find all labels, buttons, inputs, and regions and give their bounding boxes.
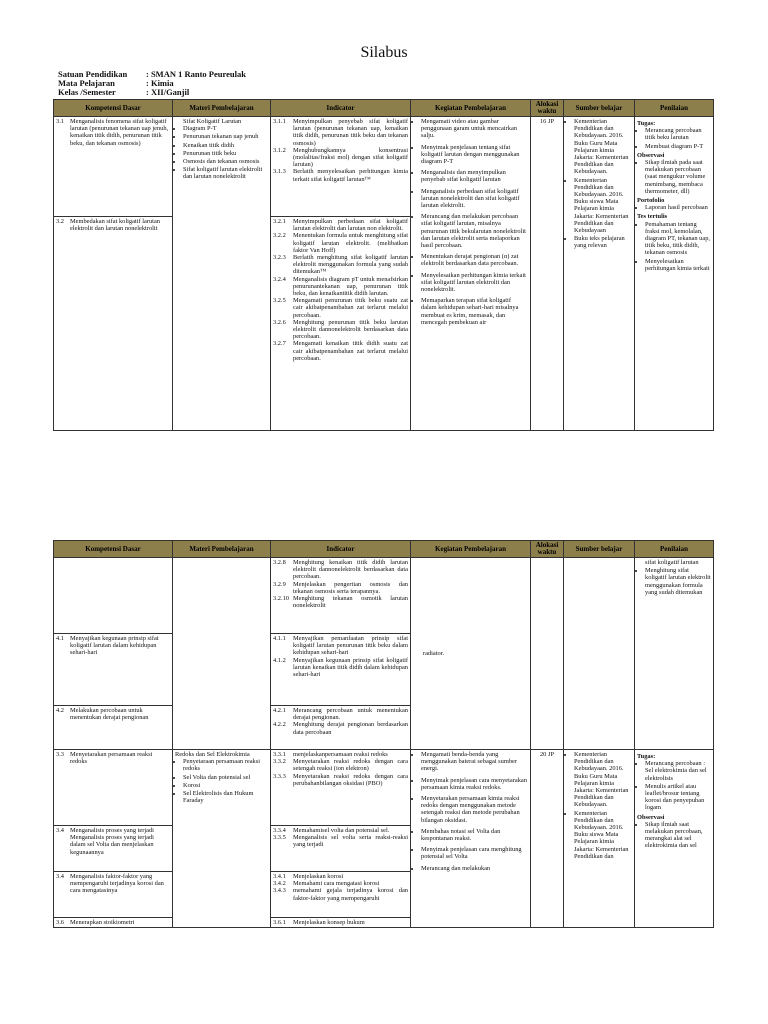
alokasi-cell: 16 JP bbox=[531, 117, 564, 431]
meta-key: Kelas /Semester bbox=[58, 87, 116, 97]
indicator-text: Menyimpulkan perbedaan sifat koligatif larutan elektrolit dan larutan non elektrolit. bbox=[293, 218, 408, 233]
header-indicator: Indicator bbox=[271, 541, 411, 558]
list-item: • Korosi bbox=[183, 782, 268, 789]
list-item: • Menganalisis dan menyimpulkan penyebab sifat koligatif larutan bbox=[421, 169, 528, 183]
sumber-cell bbox=[564, 750, 635, 928]
table-header-row bbox=[54, 100, 714, 117]
kd-item bbox=[56, 919, 170, 926]
indicator-number: 3.2.5 bbox=[273, 297, 286, 305]
kegiatan-cell bbox=[411, 558, 531, 750]
kd-text: Membedakan sifat koligatif larutan elektrolit dan larutan nonelektrolit bbox=[70, 218, 160, 233]
indicator-text: Mengamati kenaikan titik didih suatu zat cair akibatpenambahan zat terlarut melalui percobaan. bbox=[293, 340, 408, 362]
list-item: • Sikap ilmiah pada saat melakukan percobaan (saat mengukur volume menimbang, membaca thermometer, dll) bbox=[645, 159, 711, 195]
sumber-list bbox=[566, 118, 632, 250]
meta-value: : SMAN 1 Ranto Peureulak bbox=[146, 69, 246, 79]
indicator-number: 3.4.1 bbox=[273, 873, 286, 880]
kd-cell bbox=[54, 918, 173, 928]
materi-list bbox=[175, 125, 268, 180]
indicator-item bbox=[273, 595, 408, 609]
indicator-item bbox=[273, 559, 408, 581]
indicator-number: 3.4.3 bbox=[273, 887, 286, 895]
penilaian-list bbox=[637, 567, 711, 596]
kd-text: Menganalisis faktor-faktor yang mempengaruhi terjadinya korosi dan cara mengatasinya bbox=[70, 873, 164, 895]
indicator-text: Menyajikan pemanfaatan prinsip sifat koligatif larutan penurunan titik beku dalam kehidupan sehari-hari bbox=[293, 635, 408, 657]
indicator-text: Menjelaskan konsep hukum bbox=[293, 919, 365, 926]
kegiatan-list bbox=[413, 118, 528, 326]
materi-cell bbox=[173, 117, 271, 431]
kd-number: 3.6 bbox=[56, 919, 64, 926]
penilaian-list bbox=[637, 559, 711, 566]
syllabus-table-1 bbox=[53, 99, 714, 431]
list-item: • Sifat koligatif larutan elektrolit dan larutan nonelektrolit bbox=[183, 166, 268, 180]
kd-number: 3.4 bbox=[56, 827, 64, 834]
kd-number: 3.1 bbox=[56, 118, 64, 125]
list-item: • Diagram P-T bbox=[183, 125, 268, 132]
list-item: • Sikap ilmiah saat melakukan percobaan, merangkai alat sel elektrokimia dan sel bbox=[645, 821, 711, 850]
indicator-text: Menganalisis sel volta serta reaksi-reaksi yang terjadi bbox=[293, 834, 408, 849]
sumber-cell bbox=[564, 117, 635, 431]
kd-cell bbox=[54, 706, 173, 750]
indicator-number: 3.3.3 bbox=[273, 772, 286, 780]
kd-cell bbox=[54, 558, 173, 634]
penilaian-heading: Tugas: bbox=[637, 120, 656, 127]
indicator-number: 3.2.3 bbox=[273, 254, 286, 262]
penilaian-heading: Observasi bbox=[637, 813, 665, 821]
indicator-text: Memahami cara mengatasi korosi bbox=[293, 880, 380, 888]
header-sumber: Sumber belajar bbox=[564, 100, 635, 117]
list-item: • Kementerian Pendidikan dan Kebudayaan. 2016. Buku Guru Mata Pelajaran kimia Jakarta: Kementerian Pendidikan dan Kebudayaan. bbox=[574, 118, 632, 176]
indicator-cell bbox=[271, 217, 411, 431]
list-item: • Menyimak penjelasan tentang sifat koligatif larutan dengan menggunakan diagram P-T bbox=[421, 144, 528, 166]
indicator-item bbox=[273, 834, 408, 848]
indicator-item bbox=[273, 773, 408, 787]
materi-list bbox=[175, 758, 268, 804]
indicator-text: Menghitung kenaikan titik didih larutan elektrolit dannonelektrolit berdasarkan data percobaan. bbox=[293, 559, 408, 581]
indicator-text: Menjelaskan pengertian osmosis dan tekanan osmosis serta terapannya. bbox=[293, 580, 408, 595]
indicator-cell bbox=[271, 872, 411, 918]
list-item: • Pemahaman tentang fraksi mol, kemolalan, diagram PT, tekanan uap, titik beku, titik didih, tekanan osmosis bbox=[645, 221, 711, 257]
indicator-item bbox=[273, 887, 408, 901]
indicator-number: 3.2.1 bbox=[273, 218, 286, 225]
indicator-number: 3.6.1 bbox=[273, 919, 286, 926]
penilaian-list bbox=[637, 221, 711, 272]
kd-number: 3.2 bbox=[56, 218, 64, 225]
kd-text: Menganalisis proses yang terjadi Menganalisis proses yang terjadi dalam sel Volta dan menjelaskan kegunaannya bbox=[70, 827, 154, 856]
kegiatan-list bbox=[413, 751, 528, 872]
header-kegiatan: Kegiatan Pembelajaran bbox=[411, 100, 531, 117]
penilaian-list bbox=[637, 821, 711, 850]
indicator-text: menjelaskanpersamaan reaksi redoks bbox=[293, 751, 388, 758]
meta-value: : XII/Ganjil bbox=[146, 87, 190, 97]
kd-cell bbox=[54, 750, 173, 826]
penilaian-cell bbox=[635, 558, 714, 750]
indicator-number: 3.3.4 bbox=[273, 827, 286, 834]
kd-cell bbox=[54, 217, 173, 431]
indicator-item bbox=[273, 873, 408, 880]
penilaian-heading: Portofolio bbox=[637, 197, 665, 205]
list-item: • Menyetarakan persamaan kimia reaksi redoks dengan menggunakan metode setengah reaksi dan metode perubahan bilangan oksidasi. bbox=[421, 795, 528, 824]
materi-title: Sifat Koligatif Larutan bbox=[183, 118, 242, 125]
indicator-text: Menghubungkannya konsentrasi (molalitas/fraksi mol) dengan sifat koligatif larutan) bbox=[293, 146, 408, 169]
kd-item bbox=[56, 873, 170, 895]
list-item: • Merancang percobaan titik beku larutan bbox=[645, 127, 711, 141]
syllabus-table-2 bbox=[53, 540, 714, 928]
list-item: • Laporan hasil percobaan bbox=[645, 204, 711, 211]
indicator-number: 3.3.5 bbox=[273, 834, 286, 842]
indicator-item bbox=[273, 721, 408, 735]
penilaian-heading: Tes tertulis bbox=[637, 213, 668, 221]
list-item: • Sel Volta dan potensial sel bbox=[183, 774, 268, 781]
header-sumber: Sumber belajar bbox=[564, 541, 635, 558]
kd-number: 4.1 bbox=[56, 635, 64, 642]
indicator-number: 3.2.10 bbox=[273, 595, 289, 603]
list-item: • Merancang dan melakukan percobaan sifat koligatif larutan, misalnya penurunan titik bekularutan nonelektrolit dan larutan elektrolit serta melaporkan hasil percobaan. bbox=[421, 213, 528, 249]
header-kegiatan: Kegiatan Pembelajaran bbox=[411, 541, 531, 558]
kd-item bbox=[56, 218, 170, 232]
kd-item bbox=[56, 707, 170, 721]
indicator-text: Memahamisel volta dan potensial sel. bbox=[293, 827, 390, 834]
kd-item bbox=[56, 751, 170, 765]
list-item: • Merancang dan melakukan bbox=[421, 865, 528, 872]
kd-text: Melakukan percobaan untuk menentukan derajat pengionan bbox=[70, 707, 149, 722]
penilaian-heading: Observasi bbox=[637, 151, 665, 159]
list-item: • Penurunan tekanan uap jenuh bbox=[183, 133, 268, 140]
list-item: • Menulis artikel atau leaflet/brosur tentang korosi dan penyepuhan logam bbox=[645, 783, 711, 812]
indicator-cell bbox=[271, 826, 411, 872]
list-item: • Kementerian Pendidikan dan Kebudayaan. 2016. Buku Guru Mata Pelajaran kimia Jakarta: Kementerian Pendidikan dan Kebudayaan. bbox=[574, 751, 632, 809]
list-item: • Mengamati benda-benda yang menggunakan baterai sebagai sumber energi. bbox=[421, 751, 528, 773]
penilaian-list bbox=[637, 760, 711, 811]
indicator-item bbox=[273, 147, 408, 169]
indicator-number: 3.1.1 bbox=[273, 118, 286, 125]
table-header-row bbox=[54, 541, 714, 558]
indicator-text: Menghitung derajat pengionan berdasarkan data percobaan bbox=[293, 721, 408, 736]
indicator-number: 4.2.1 bbox=[273, 707, 286, 714]
kd-number: 3.4 bbox=[56, 873, 64, 880]
indicator-number: 3.3.2 bbox=[273, 758, 286, 766]
alokasi-cell: 20 JP bbox=[531, 750, 564, 928]
indicator-item bbox=[273, 254, 408, 276]
indicator-item bbox=[273, 297, 408, 319]
header-materi: Materi Pembelajaran bbox=[173, 541, 271, 558]
indicator-number: 3.2.7 bbox=[273, 340, 286, 348]
list-item: • Buku teks pelajaran yang relevan bbox=[574, 235, 632, 249]
kd-item bbox=[56, 827, 170, 856]
page-title: Silabus bbox=[360, 44, 408, 61]
meta-key: Mata Pelajaran bbox=[58, 78, 115, 88]
indicator-item bbox=[273, 218, 408, 232]
indicator-number: 3.1.3 bbox=[273, 168, 286, 176]
materi-title: Redoks dan Sel Elektrokimia bbox=[175, 751, 250, 758]
list-item: • Menyimak penjelasan cara menghitung potensial sel Volta bbox=[421, 846, 528, 860]
kd-text: Menerapkan stoikiometri bbox=[70, 919, 135, 926]
list-item: sifat koligatif larutan bbox=[645, 559, 699, 566]
list-item: • Menyelesaikan perhitungan kimia terkait bbox=[645, 258, 711, 272]
indicator-number: 4.2.2 bbox=[273, 721, 286, 729]
indicator-item bbox=[273, 118, 408, 147]
materi-cell bbox=[173, 750, 271, 928]
indicator-number: 3.2.2 bbox=[273, 232, 286, 240]
indicator-number: 3.1.2 bbox=[273, 146, 286, 154]
indicator-cell bbox=[271, 634, 411, 706]
meta-value: : Kimia bbox=[146, 78, 174, 88]
list-item: • Memaparkan terapan sifat koligatif dalam kehidupan sehari-hari misalnya membuat es krim, memasak, dan mencegah pembekuan air bbox=[421, 297, 528, 326]
indicator-cell bbox=[271, 750, 411, 826]
kd-item bbox=[56, 635, 170, 657]
list-item: • Membahas notasi sel Volta dan kespontanan reaksi. bbox=[421, 828, 528, 842]
indicator-text: Berlatih menyelesaikan perhitungan kimia terkait sifat koligatif larutan™ bbox=[293, 168, 408, 183]
list-item: • Mengamati video atau gambar penggunaan garam untuk mencairkan salju. bbox=[421, 118, 528, 140]
list-item: • Penyetaraan persamaan reaksi redoks bbox=[183, 758, 268, 772]
indicator-text: Menyajikan kegunaan prinsip sifat koligatif larutan kenaikan titik didih dalam kehidupan sehari-hari bbox=[293, 656, 408, 679]
list-item: • Kementerian Pendidikan dan Kebudayaan. 2016. Buku siswa Mata Pelajaran kimia Jakarta: Kementerian Pendidikan dan Kebudayaan bbox=[574, 177, 632, 235]
indicator-number: 3.4.2 bbox=[273, 880, 286, 888]
header-kompetensi-dasar: Kompetensi Dasar bbox=[54, 100, 173, 117]
table-row bbox=[54, 558, 714, 634]
indicator-number: 4.1.1 bbox=[273, 635, 286, 642]
meta-row bbox=[58, 88, 346, 97]
indicator-item bbox=[273, 880, 408, 887]
kd-cell bbox=[54, 872, 173, 918]
kegiatan-cell bbox=[411, 117, 531, 431]
indicator-text: Menentukan formula untuk menghitung sifat koligatif larutan elektrolit. (melibatkan faktor Van Hoff) bbox=[293, 232, 408, 254]
sumber-cell bbox=[564, 558, 635, 750]
kd-cell bbox=[54, 634, 173, 706]
indicator-item bbox=[273, 340, 408, 362]
table-row bbox=[54, 117, 714, 217]
header-penilaian: Penilaian bbox=[635, 541, 714, 558]
list-item: • Menyimak penjelasan cara menyetarakan persamaan kimia reaksi redoks. bbox=[421, 777, 528, 791]
kd-cell bbox=[54, 826, 173, 872]
penilaian-list bbox=[637, 204, 711, 211]
header-indicator: Indicator bbox=[271, 100, 411, 117]
indicator-item bbox=[273, 232, 408, 254]
indicator-text: Menyimpulkan penyebab sifat koligatif larutan (penurunan tekanan uap, kenaikan titik didih, penurunan titik beku dan tekanan osmosis) bbox=[293, 118, 408, 147]
indicator-cell bbox=[271, 706, 411, 750]
list-item: • Menyelesaikan perhitungan kimia terkait sifat koligatif larutan elektrolit dan nonelektrolit. bbox=[421, 272, 528, 294]
indicator-item bbox=[273, 758, 408, 772]
indicator-text: Mengamati penurunan titik beku suatu zat cair akibatpenambahan zat terlarut melalui percobaan. bbox=[293, 297, 408, 319]
indicator-text: Menyetarakan reaksi redoks dengan cara setengah reaksi (ion elektron) bbox=[293, 758, 408, 773]
indicator-item bbox=[273, 635, 408, 657]
indicator-number: 4.1.2 bbox=[273, 656, 286, 664]
penilaian-heading: Tugas: bbox=[637, 753, 656, 760]
kegiatan-cell bbox=[411, 750, 531, 928]
indicator-item bbox=[273, 919, 408, 926]
list-item: • Sel Elektrolisis dan Hukum Faraday bbox=[183, 790, 268, 804]
indicator-text: Menjelaskan korosi bbox=[293, 873, 344, 880]
indicator-number: 3.2.6 bbox=[273, 318, 286, 326]
indicator-text: Berlatih menghitung sifat koligatif larutan elektrolit menggunakan formula yang sudah ditemukan™ bbox=[293, 254, 408, 276]
kegiatan-text: radiator. bbox=[423, 649, 445, 657]
header-kompetensi-dasar: Kompetensi Dasar bbox=[54, 541, 173, 558]
indicator-text: Menganalisis diagram pT untuk menafsirkan penurunantekanan uap, penurunan titik beku, dan kenaikantitik didih larutan. bbox=[293, 275, 408, 298]
syllabus-meta bbox=[58, 70, 346, 97]
indicator-number: 3.2.9 bbox=[273, 580, 286, 588]
list-item: • Menganalisis perbedaan sifat koligatif larutan nonelektrolit dan sifat koligatif larutan elektrolit. bbox=[421, 188, 528, 210]
indicator-item bbox=[273, 751, 408, 758]
kd-text: Menyetarakan persamaan reaksi redoks bbox=[70, 751, 153, 766]
penilaian-cell bbox=[635, 117, 714, 431]
list-item: • Membuat diagram P-T bbox=[645, 143, 711, 150]
header-alokasi: Alokasi waktu bbox=[531, 100, 564, 117]
indicator-cell bbox=[271, 918, 411, 928]
materi-cell bbox=[173, 558, 271, 750]
indicator-number: 3.2.4 bbox=[273, 275, 286, 283]
penilaian-cell bbox=[635, 750, 714, 928]
meta-key: Satuan Pendidikan bbox=[58, 69, 128, 79]
kd-cell bbox=[54, 117, 173, 217]
header-alokasi: Alokasi waktu bbox=[531, 541, 564, 558]
indicator-number: 3.3.1 bbox=[273, 751, 286, 758]
alokasi-cell bbox=[531, 558, 564, 750]
list-item: • Menghitung sifat koligatif larutan elektrolit menggunakan formula yang sudah ditemukan bbox=[645, 567, 711, 596]
list-item: • Kenaikan titik didih bbox=[183, 142, 268, 149]
penilaian-list bbox=[637, 159, 711, 195]
kd-text: Menganalisis fenomena sifat koligatif larutan (penurunan tekanan uap jenuh, kenaikan titik didih, penurunan titik beku, dan tekanan osmosis) bbox=[70, 118, 169, 147]
kd-text: Menyajikan kegunaan prinsip sifat koligatif larutan dalam kehidupan sehari-hari bbox=[70, 635, 159, 657]
kd-number: 3.3 bbox=[56, 751, 64, 758]
kd-number: 4.2 bbox=[56, 707, 64, 714]
indicator-cell bbox=[271, 558, 411, 634]
penilaian-list bbox=[637, 127, 711, 150]
indicator-item bbox=[273, 827, 408, 834]
indicator-item bbox=[273, 707, 408, 721]
table-row bbox=[54, 750, 714, 826]
kd-item bbox=[56, 118, 170, 147]
list-item: • Penurunan titik beku bbox=[183, 150, 268, 157]
indicator-text: Menghitung penurunan titik beku larutan elektrolit dannonelektrolit berdasarkan data percobaan. bbox=[293, 318, 408, 341]
list-item: • Osmosis dan tekanan osmosis bbox=[183, 158, 268, 165]
list-item: • Merancang percobaan : Sel elektrokimia dan sel elektrolisis bbox=[645, 760, 711, 782]
sumber-list bbox=[566, 751, 632, 860]
indicator-text: Merancang percobaan untuk menentukan derajat pengionan. bbox=[293, 707, 408, 722]
indicator-text: Menghitung tekanan osmotik larutan nonelektrolit bbox=[293, 595, 408, 610]
indicator-cell bbox=[271, 117, 411, 217]
indicator-item bbox=[273, 276, 408, 298]
indicator-item bbox=[273, 657, 408, 679]
header-penilaian: Penilaian bbox=[635, 100, 714, 117]
header-materi: Materi Pembelajaran bbox=[173, 100, 271, 117]
indicator-item bbox=[273, 168, 408, 182]
list-item: • Kementerian Pendidikan dan Kebudayaan. 2016. Buku siswa Mata Pelajaran kimia Jakarta: Kementerian Pendidikan dan bbox=[574, 810, 632, 860]
indicator-item bbox=[273, 581, 408, 595]
list-item: • Menentukan derajat pengionan (α) zat elektrolit berdasarkan data percobaan. bbox=[421, 253, 528, 267]
indicator-text: Menyetarakan reaksi redoks dengan cara perubahanbilangan oksidasi (PBO) bbox=[293, 772, 408, 787]
indicator-text: memahami gejala terjadinya korosi dan faktor-faktor yang mempengaruhi bbox=[293, 887, 408, 902]
indicator-number: 3.2.8 bbox=[273, 559, 286, 566]
indicator-item bbox=[273, 319, 408, 341]
